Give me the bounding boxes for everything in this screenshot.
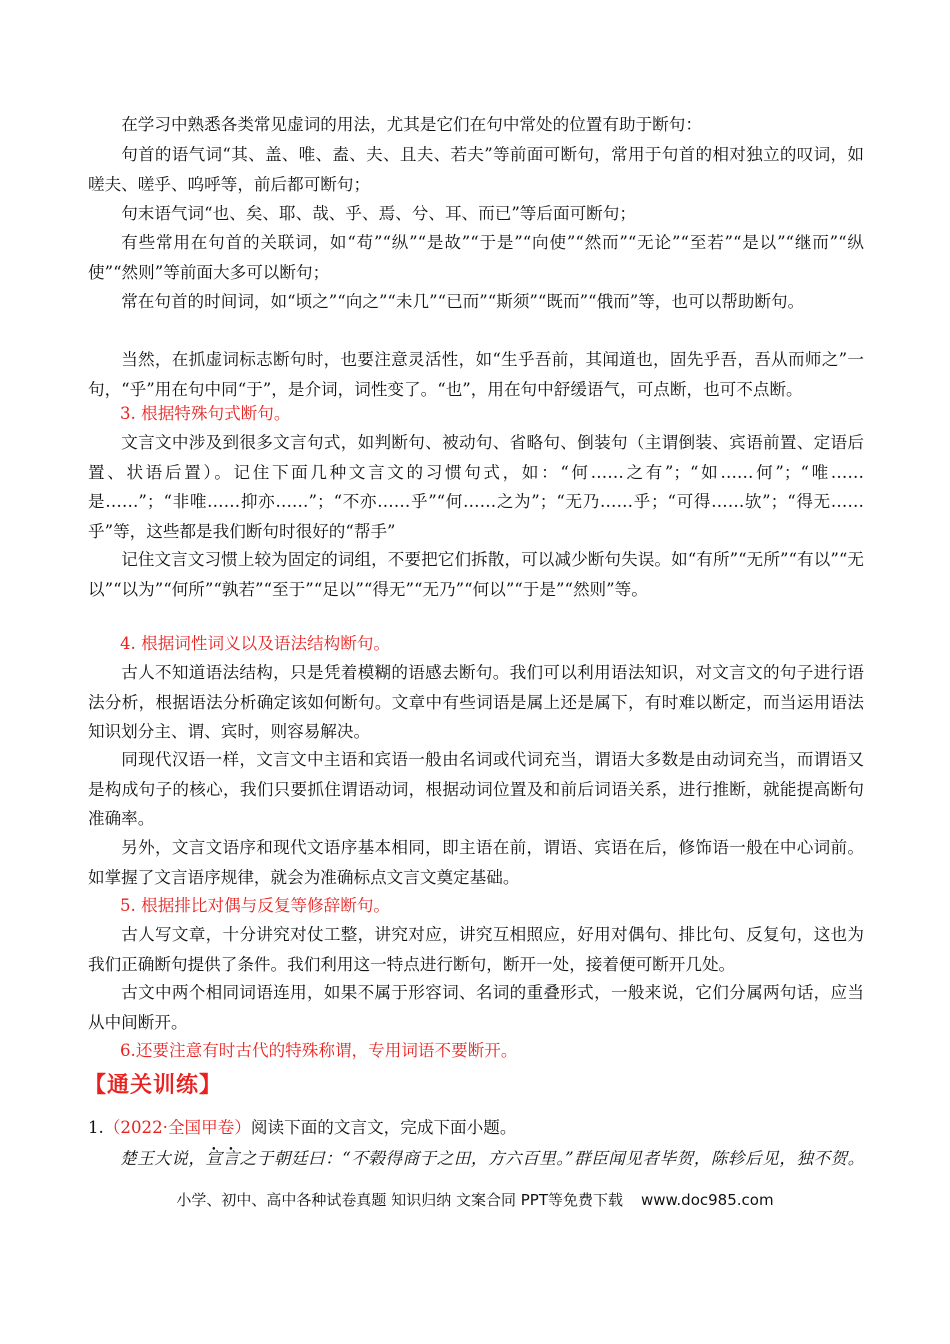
paragraph-sentence-initial-particles: 句首的语气词“其、盖、唯、盍、夫、且夫、若夫”等前面可断句，常用于句首的相对独立的叹词，如嗟夫、嗟乎、呜呼等，前后都可断句；: [88, 145, 864, 194]
heading-special-sentence-patterns: 3. 根据特殊句式断句。: [120, 404, 291, 423]
emphasized-char-1: 宣: [205, 1149, 223, 1168]
classical-text-line: [120, 1144, 865, 1174]
paragraph-time-words: 常在句首的时间词，如“顷之”“向之”“未几”“已而”“斯须”“既而”“俄而”等，也可以帮助断句。: [121, 292, 805, 311]
question-line: [88, 1113, 516, 1143]
heading-special-titles: 6.还要注意有时古代的特殊称谓，专用词语不要断开。: [120, 1041, 518, 1060]
classical-text-start: 楚王大说，: [120, 1149, 206, 1168]
paragraph-conjunctions: 有些常用在句首的关联词，如“苟”“纵”“是故”“于是”“向使”“然而”“无论”“至若”“是以”“继而”“纵使”“然则”等前面大多可以断句；: [88, 233, 864, 282]
section-title: 【通关训练】: [84, 1073, 223, 1098]
paragraph-fixed-phrases: 记住文言文习惯上较为固定的词组，不要把它们拆散，可以减少断句失误。如“有所”“无所”“有以”“无以”“以为”“何所”“孰若”“至于”“足以”“得无”“无乃”“何以”“于是”“然则”等。: [88, 550, 864, 599]
paragraph-subject-predicate: 同现代汉语一样，文言文中主语和宾语一般由名词或代词充当，谓语大多数是由动词充当，而谓语又是构成句子的核心，我们只要抓住谓语动词，根据动词位置及和前后词语关系，进行推断，就能提高断句准确率。: [88, 750, 864, 828]
paragraph-parallelism: 古人写文章，十分讲究对仗工整，讲究对应，讲究互相照应，好用对偶句、排比句、反复句，这也为我们正确断句提供了条件。我们利用这一特点进行断句，断开一处，接着便可断开几处。: [88, 925, 864, 974]
question-number: 1.: [88, 1118, 104, 1137]
paragraph-function-words-intro: 在学习中熟悉各类常见虚词的用法，尤其是它们在句中常处的位置有助于断句：: [121, 115, 702, 134]
question-source: （2022·全国甲卷）: [103, 1118, 251, 1137]
question-prompt: 阅读下面的文言文，完成下面小题。: [250, 1118, 517, 1137]
footer-url[interactable]: www.doc985.com: [640, 1191, 774, 1209]
heading-grammar-structure: 4. 根据词性词义以及语法结构断句。: [120, 634, 391, 653]
classical-text-rest: 之于朝廷曰：“不榖得商于之田，方六百里。”群臣闻见者毕贺，陈轸后见，独不贺。: [239, 1149, 865, 1168]
paragraph-flexibility: 当然，在抓虚词标志断句时，也要注意灵活性，如“生乎吾前，其闻道也，固先乎吾，吾从而师之”一句，“乎”用在句中同“于”，是介词，词性变了。“也”，用在句中舒缓语气，可点断，也可不点断。: [88, 350, 864, 399]
page-footer: [0, 1189, 950, 1210]
footer-text: 小学、初中、高中各种试卷真题 知识归纳 文案合同 PPT等免费下载: [176, 1191, 623, 1209]
paragraph-repeated-words: 古文中两个相同词语连用，如果不属于形容词、名词的重叠形式，一般来说，它们分属两句话，应当从中间断开。: [88, 983, 864, 1032]
emphasized-char-2: 言: [222, 1149, 240, 1168]
paragraph-sentence-final-particles: 句末语气词“也、矣、耶、哉、乎、焉、兮、耳、而已”等后面可断句；: [121, 204, 636, 223]
paragraph-grammar-analysis: 古人不知道语法结构，只是凭着模糊的语感去断句。我们可以利用语法知识，对文言文的句子进行语法分析，根据语法分析确定该如何断句。文章中有些词语是属上还是属下，有时难以断定，而当运用语法知识划分主、谓、宾时，则容易解决。: [88, 663, 864, 741]
heading-rhetoric: 5. 根据排比对偶与反复等修辞断句。: [120, 896, 391, 915]
paragraph-word-order: 另外，文言文语序和现代文语序基本相同，即主语在前，谓语、宾语在后，修饰语一般在中心词前。如掌握了文言语序规律，就会为准确标点文言文奠定基础。: [88, 838, 864, 887]
paragraph-sentence-patterns: 文言文中涉及到很多文言句式，如判断句、被动句、省略句、倒装句（主谓倒装、宾语前置、定语后置、状语后置）。记住下面几种文言文的习惯句式，如：“何……之有”；“如……何”；“唯……是……”；“非唯……抑亦……”；“不亦……乎”“何……之为”；“无乃……乎；“可得……欤”；“得无……乎”等，这些都是我们断句时很好的“帮手”: [88, 433, 864, 541]
